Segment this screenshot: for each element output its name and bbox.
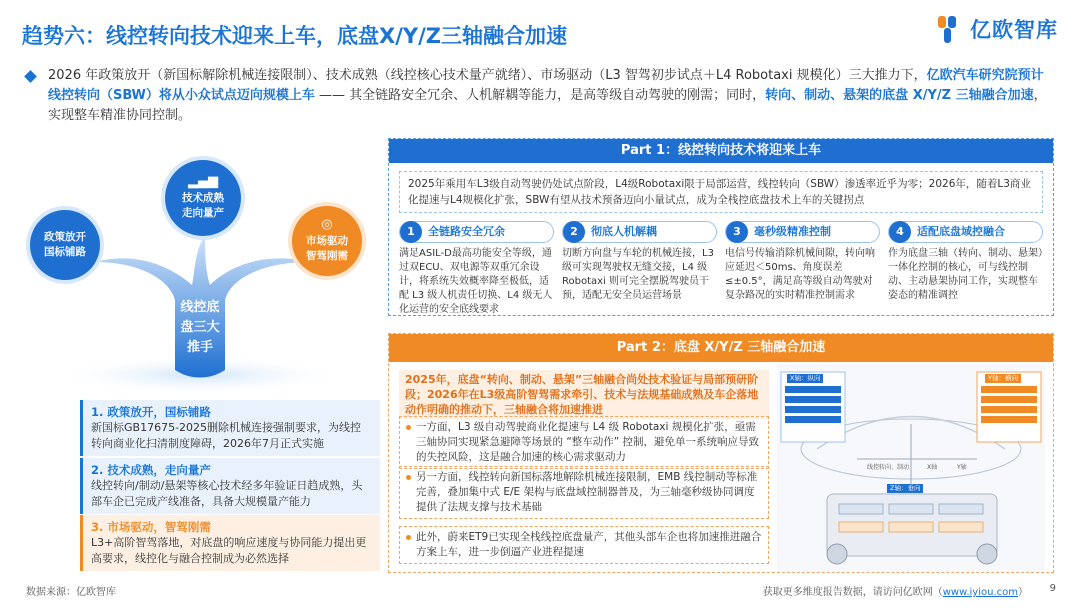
part2-intro: 2025年，底盘“转向、制动、悬架”三轴融合尚处技术验证与局部预研阶段；2026年在L3级高阶智驾需求牵引、技术与法规基础成熟及车企落地动作明确的推动下，三轴融合将加速推进	[399, 370, 769, 419]
policy-circle: 政策放开 国标铺路	[30, 210, 100, 280]
axis-label-1: 线控转向、制动	[867, 464, 910, 471]
axis-label-2: X轴	[927, 464, 938, 471]
logo-text: 亿欧智库	[970, 18, 1058, 42]
intro-text-2: —— 其全链路安全冗余、人机解耦等能力，是高等级自动驾驶的刚需；同时，	[314, 88, 766, 103]
page-title: 趋势六：线控转向技术迎来上车，底盘X/Y/Z三轴融合加速	[22, 24, 567, 48]
chart-icon: ▂▄▆	[188, 174, 218, 189]
part2-item-1: 一方面，L3 级自动驾驶商业化提速与 L4 级 Robotaxi 规模化扩张，亟需三轴协同实现紧急避障等场景的 “整车动作” 控制，避免单一系统响应导致的失控风险，这是融合加速的核心需求驱动力	[399, 416, 769, 469]
intro-text-1: 2026 年政策放开（新国标解除机械连接限制）、技术成熟（线控核心技术量产就绪）、市场驱动（L3 智驾初步试点＋L4 Robotaxi 规模化）三大推力下，	[48, 68, 927, 83]
z-axis-tag: Z轴：垂向	[887, 484, 923, 493]
intro-highlight-2: 转向、制动、悬架的底盘 X/Y/Z 三轴融合加速	[765, 88, 1034, 103]
part1-panel	[388, 138, 1054, 316]
market-box: 3. 市场驱动，智驾刚需 L3+高阶智驾落地，对底盘的响应速度与协同能力提出更高要求，线控化与融合控制成为必然选择	[80, 515, 380, 571]
market-circle: ◎ 市场驱动 智驾刚需	[292, 206, 362, 276]
tech-box: 2. 技术成熟，走向量产 线控转向/制动/悬架等核心技术经多年验证日趋成熟，头部车企已完成产线准备，具备大规模量产能力	[80, 458, 380, 514]
part1-header: Part 1：线控转向技术将迎来上车	[389, 139, 1053, 163]
target-icon: ◎	[321, 217, 333, 232]
intro-text-3: ，实现整车精准协同控制。	[48, 88, 1047, 123]
tech-circle: ▂▄▆ 技术成熟 走向量产	[165, 160, 241, 236]
y-axis-tag: Y轴：横向	[985, 374, 1021, 383]
part2-header: Part 2：底盘 X/Y/Z 三轴融合加速	[389, 334, 1053, 362]
part1-col-1: 1 全链路安全冗余 满足ASIL-D最高功能安全等级，通过双ECU、双电源等双重冗余设计，将系统失效概率降至极低，适配 L3 级人机责任切换、L4 级无人化运营的安全底线要求	[399, 221, 554, 317]
yiou-logo-icon	[936, 14, 964, 44]
intro-highlight-1: 亿欧汽车研究院预计线控转向（SBW）将从小众试点迈向规模上车	[48, 68, 1044, 103]
website-link[interactable]: www.iyiou.com	[942, 587, 1018, 598]
logo	[936, 14, 1058, 44]
page-number: 9	[1049, 583, 1056, 594]
part2-panel	[388, 333, 1054, 573]
x-axis-tag: X轴：纵向	[787, 374, 823, 383]
policy-box: 1. 政策放开，国标铺路 新国标GB17675-2025删除机械连接强制要求，为线控转向商业化扫清制度障碍，2026年7月正式实施	[80, 400, 380, 456]
source-note: 数据来源：亿欧智库	[26, 587, 116, 598]
trunk-label: 线控底 盘三大 推手	[180, 300, 220, 355]
part1-col-3: 3 毫秒级精准控制 电信号传输消除机械间隙，转向响应延迟＜50ms、角度误差≤±0.5°，满足高等级自动驾驶对复杂路况的实时精准控制需求	[725, 221, 880, 317]
chassis-diagram	[777, 364, 1045, 572]
part1-intro: 2025年乘用车L3级自动驾驶仍处试点阶段，L4级Robotaxi限于局部运营，线控转向（SBW）渗透率近乎为零；2026年，随着L3商业化提速与L4规模化扩张，SBW有望从技术预备迈向小量试点，成为全栈控底盘技术上车的关键拐点	[399, 171, 1043, 213]
part2-item-2: 另一方面，线控转向新国标落地解除机械连接限制，EMB 线控制动等标准完善，叠加集中式 E/E 架构与底盘域控制器普及，为三轴毫秒级协同调度提供了法规支撑与技术基础	[399, 466, 769, 519]
part1-col-4: 4 适配底盘域控融合 作为底盘三轴（转向、制动、悬架）一体化控制的核心，可与线控制动、主动悬架协同工作，实现整车姿态的精准调控	[888, 221, 1043, 317]
part2-item-3: 此外，蔚来ET9已实现全栈线控底盘量产，其他头部车企也将加速推进融合方案上车，进一步倒逼产业进程提速	[399, 526, 769, 564]
axis-label-3: Y轴	[957, 464, 967, 471]
chassis-diagram-image	[777, 364, 1045, 572]
part1-col-2: 2 彻底人机解耦 切断方向盘与车轮的机械连接，L3 级可实现驾驶权无缝交接，L4 级 Robotaxi 则可完全摆脱驾驶员干预，适配无安全员运营场景	[562, 221, 717, 317]
footer-more: 获取更多维度报告数据，请访问亿欧网（www.iyiou.com）	[762, 587, 1028, 598]
